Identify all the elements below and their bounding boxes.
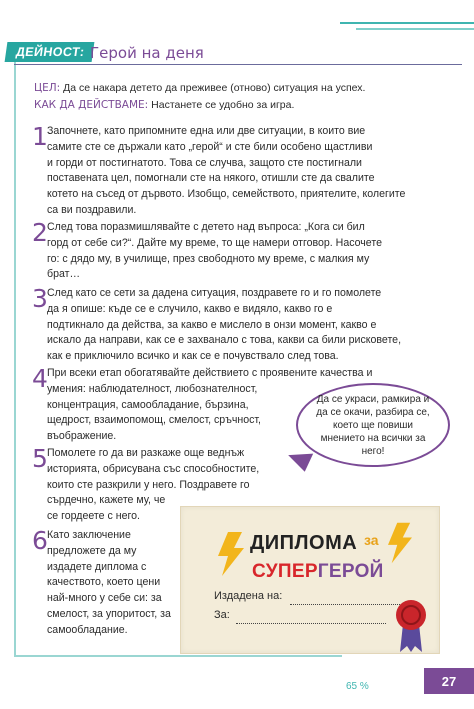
step-line: които сте разкрили у него. Поздравете го — [47, 478, 250, 491]
step-number: 4 — [32, 364, 48, 393]
step-line: и горди от постигнатото. Това се случва, защото сте постигнали — [47, 156, 362, 169]
step-number: 3 — [32, 284, 48, 313]
step-line: издадете диплома с — [47, 560, 147, 573]
step-line: как е приключило всичко и как се е почувствало след това. — [47, 350, 339, 363]
goal-line — [34, 81, 365, 96]
step-line: въображение. — [47, 430, 117, 443]
goal-label: ЦЕЛ: — [34, 82, 61, 94]
step-line: смелост, за упоритост, за — [47, 607, 171, 620]
step-line: Като заключение — [47, 529, 131, 541]
step-line: най-много у себе си: за — [47, 592, 162, 605]
page-number: 27 — [424, 668, 474, 694]
step-line: горд от себе си?“. Дайте му време, то ще намери отговор. Насочете — [47, 236, 382, 249]
how-text: Настанете се удобно за игра. — [151, 99, 295, 111]
step-number: 6 — [32, 526, 48, 555]
top-decor-line — [356, 28, 474, 30]
step-line: го: с дядо му, в училище, през свободното му време, с малкия му — [47, 252, 370, 265]
activity-title: Герой на деня — [90, 44, 204, 62]
step-text — [47, 286, 401, 365]
step-number: 2 — [32, 218, 48, 247]
step-line: са ви поздравили. — [47, 203, 137, 216]
step-line: самите сте се държали като „герой“ и сте били особено щастливи — [47, 140, 373, 153]
diploma-title: ДИПЛОМА — [250, 532, 358, 554]
header-underline — [14, 64, 462, 65]
diploma-title-za: за — [364, 532, 379, 548]
lightning-icon — [218, 532, 244, 576]
speech-bubble — [296, 383, 450, 467]
step-line: се гордеете с него. — [47, 510, 140, 523]
bubble-text: Да се украси, рамкира и да се окачи, разбира се, което ще повиши мнението на всички за него! — [316, 393, 430, 457]
step-line: искало да направи, как се е захванало с това, какви са били рисковете, — [47, 334, 402, 347]
step-line: При всеки етап обогатявайте действието с проявените качества и — [47, 367, 373, 379]
step-line: качеството, което цени — [47, 576, 161, 589]
section-tag: ДЕЙНОСТ: — [5, 42, 94, 62]
step-line: сърдечно, кажете му, че — [47, 494, 166, 507]
diploma-hero: ГЕРОЙ — [317, 561, 384, 582]
step-number: 1 — [32, 122, 48, 151]
step-line: Започнете, като припомните една или две ситуации, в които вие — [47, 125, 366, 137]
step-text — [47, 528, 171, 639]
how-line — [34, 98, 294, 113]
diploma-issued-label: Издадена на: — [214, 590, 283, 602]
wax-seal-icon — [394, 598, 428, 654]
step-line: Помолете го да ви разкаже още веднъж — [47, 447, 245, 459]
step-line: поставената цел, помогнали сте на някого, отишли сте да свалите — [47, 172, 375, 185]
step-line: да я опише: къде се е случило, какво е видяло, какво го е — [47, 302, 333, 315]
step-line: След като се сети за дадена ситуация, поздравете го и го помолете — [47, 287, 382, 299]
step-line: умения: наблюдателност, любознателност, — [47, 382, 258, 395]
step-line: котето на съсед от дървото. Изобщо, семейството, приятелите, колегите — [47, 188, 406, 201]
diploma-super: СУПЕР — [252, 561, 318, 582]
step-line: самообладание. — [47, 623, 128, 636]
step-text — [47, 124, 405, 219]
step-line: концентрация, самообладание, бързина, — [47, 398, 249, 411]
step-line: предложете да му — [47, 544, 137, 557]
goal-text: Да се накара детето да преживее (отново) ситуация на успех. — [63, 82, 366, 94]
step-number: 5 — [32, 444, 48, 473]
step-line: щедрост, взаимопомощ, смелост, сръчност, — [47, 414, 261, 427]
diploma-for-line — [236, 622, 386, 624]
step-line: След това поразмишлявайте с детето над въпроса: „Кога си бил — [47, 221, 365, 233]
step-line: подтикнало да действа, за какво е мислело в онзи момент, какво е — [47, 318, 377, 331]
diploma-issued-line — [290, 603, 408, 605]
lightning-icon — [388, 522, 412, 564]
frame-left-border — [14, 56, 16, 656]
step-text — [47, 220, 382, 283]
step-line: историята, обрисувана със способностите, — [47, 462, 260, 475]
diploma-for-label: За: — [214, 609, 230, 621]
step-line: брат… — [47, 268, 81, 281]
footer-percent: 65 % — [346, 681, 369, 692]
frame-bottom-border — [14, 655, 342, 657]
top-decor-line — [340, 22, 474, 24]
diploma-subtitle — [252, 561, 384, 583]
how-label: КАК ДА ДЕЙСТВАМЕ: — [34, 99, 149, 111]
